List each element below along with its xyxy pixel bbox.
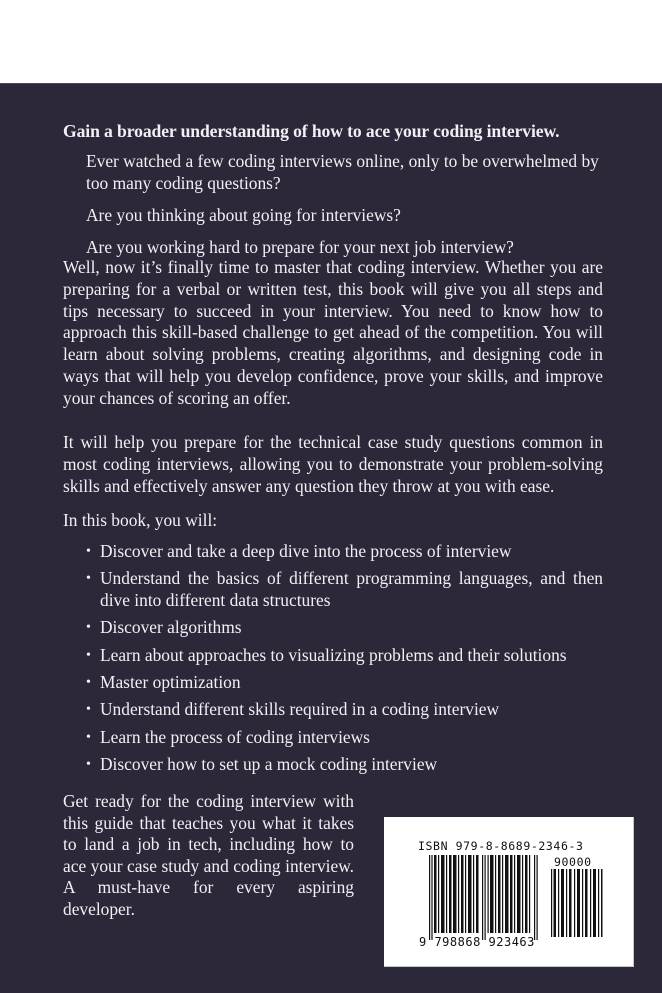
addon-barcode-bars-icon <box>551 869 603 937</box>
price-code: 90000 <box>554 855 592 869</box>
closing-paragraph: Get ready for the coding interview with this guide that teaches you what it takes to land a job in tech, including how to ace your case study and coding interview. A must-have for every aspiring developer. <box>63 791 354 919</box>
back-cover <box>0 83 662 993</box>
bullet-icon: • <box>86 674 91 690</box>
bullet-icon: • <box>86 756 91 772</box>
feature-item: • Master optimization <box>86 671 241 692</box>
benefit-paragraph: It will help you prepare for the technical case study questions common in most coding interviews, allowing you to demonstrate your problem-solving skills and effectively answer any question they throw at you with ease. <box>63 432 603 496</box>
question-3: Are you working hard to prepare for your next job interview? <box>86 237 514 257</box>
bullet-icon: • <box>86 571 91 587</box>
question-list <box>86 150 606 268</box>
top-white-margin <box>0 0 662 83</box>
question-2: Are you thinking about going for interviews? <box>86 205 401 225</box>
bullet-icon: • <box>86 620 91 636</box>
isbn-barcode <box>384 817 634 967</box>
feature-item: • Learn about approaches to visualizing problems and their solutions <box>86 644 567 665</box>
feature-item: • Understand different skills required in a coding interview <box>86 699 500 720</box>
bullet-icon: • <box>86 729 91 745</box>
question-1: Ever watched a few coding interviews online, only to be overwhelmed by too many coding questions? <box>86 151 599 193</box>
feature-item: • Discover how to set up a mock coding interview <box>86 753 438 774</box>
feature-item: • Learn the process of coding interviews <box>86 726 370 747</box>
bullet-icon: • <box>86 702 91 718</box>
feature-item: • Understand the basics of different programming languages, and then dive into different data structures <box>86 568 603 611</box>
bullet-icon: • <box>86 544 91 559</box>
list-intro: In this book, you will: <box>63 510 218 530</box>
feature-list <box>88 541 603 781</box>
ean-digits: 9 798868 923463 <box>419 935 535 949</box>
isbn-label: ISBN 979-8-8689-2346-3 <box>418 839 584 853</box>
feature-item: • Discover algorithms <box>86 617 242 638</box>
barcode-bars-icon <box>429 855 539 940</box>
headline: Gain a broader understanding of how to ace your coding interview. <box>63 121 560 141</box>
intro-paragraph: Well, now it’s finally time to master that coding interview. Whether you are preparing for a verbal or written test, this book will give you all steps and tips necessary to succeed in your interview. You need to know how to approach this skill-based challenge to get ahead of the competition. You will learn about solving problems, creating algorithms, and designing code in ways that will help you develop confidence, prove your skills, and improve your chances of scoring an offer. <box>63 257 603 408</box>
feature-item: • Discover and take a deep dive into the process of interview <box>86 541 512 561</box>
bullet-icon: • <box>86 647 91 663</box>
